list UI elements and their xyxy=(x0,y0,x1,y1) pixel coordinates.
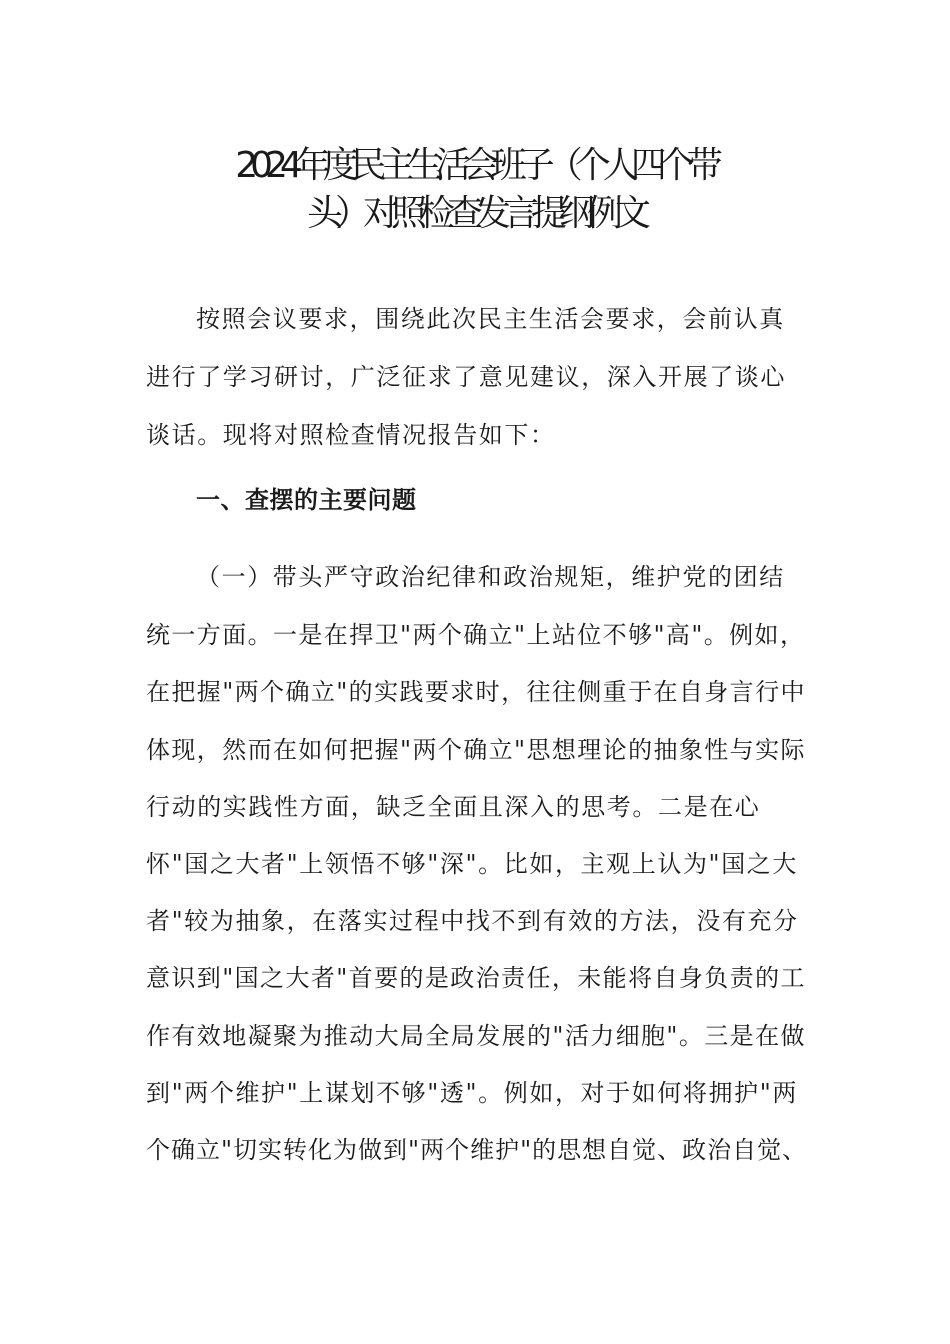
body-line-1: （一）带头严守政治纪律和政治规矩，维护党的团结 xyxy=(196,563,785,591)
intro-line-2: 进行了学习研讨，广泛征求了意见建议，深入开展了谈心 xyxy=(146,363,786,391)
body-line-9: 作有效地凝聚为推动大局全局发展的"活力细胞"。三是在做 xyxy=(146,1022,806,1050)
document-title-line-1: 2024年度民主生活会班子（个人四个带 xyxy=(235,145,715,186)
body-line-3: 在把握"两个确立"的实践要求时，往往侧重于在自身言行中 xyxy=(146,678,806,706)
body-line-11: 个确立"切实转化为做到"两个维护"的思想自觉、政治自觉、 xyxy=(146,1136,808,1164)
body-line-4: 体现，然而在如何把握"两个确立"思想理论的抽象性与实际 xyxy=(146,736,806,764)
body-line-10: 到"两个维护"上谋划不够"透"。例如，对于如何将拥护"两 xyxy=(146,1079,798,1107)
document-title-line-2: 头）对照检查发言提纲例文 xyxy=(306,193,643,234)
section-heading: 一、查摆的主要问题 xyxy=(196,486,417,514)
intro-line-1: 按照会议要求，围绕此次民主生活会要求，会前认真 xyxy=(196,305,785,333)
intro-line-3: 谈话。现将对照检查情况报告如下： xyxy=(146,421,556,449)
body-line-5: 行动的实践性方面，缺乏全面且深入的思考。二是在心 xyxy=(146,793,761,821)
body-line-7: 者"较为抽象，在落实过程中找不到有效的方法，没有充分 xyxy=(146,907,799,935)
body-line-6: 怀"国之大者"上领悟不够"深"。比如，主观上认为"国之大 xyxy=(146,850,798,878)
body-line-2: 统一方面。一是在捍卫"两个确立"上站位不够"高"。例如， xyxy=(146,621,806,649)
body-line-8: 意识到"国之大者"首要的是政治责任，未能将自身负责的工 xyxy=(146,964,806,992)
